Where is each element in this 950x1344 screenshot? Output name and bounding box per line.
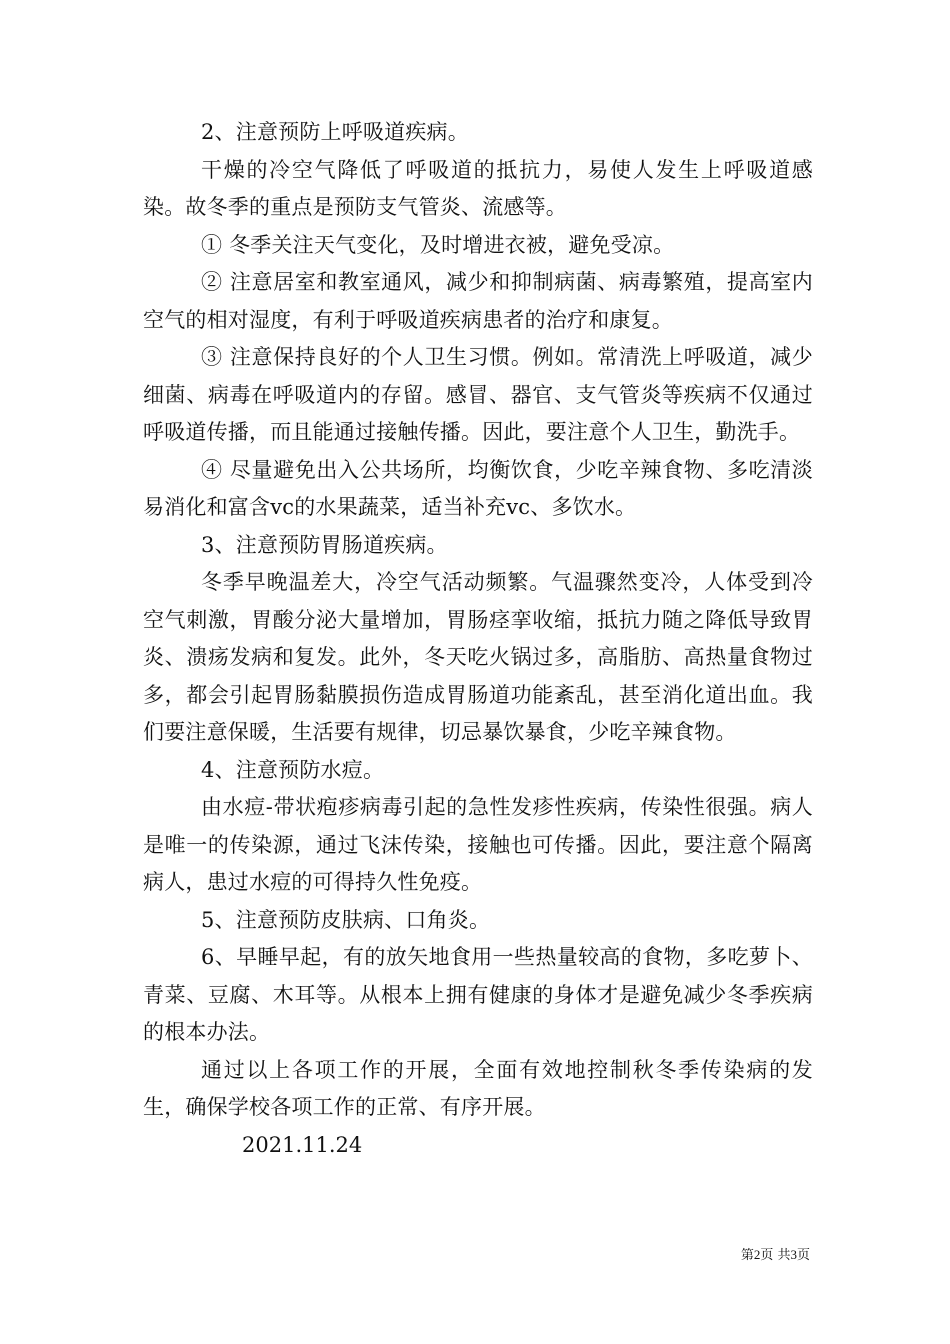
heading-respiratory: 2、注意预防上呼吸道疾病。 xyxy=(201,120,469,144)
paragraph-respiratory-intro: 干燥的冷空气降低了呼吸道的抵抗力，易使人发生上呼吸道感染。故冬季的重点是预防支气管炎、流感等。 xyxy=(143,157,813,219)
current-page-number: 2 xyxy=(753,1247,761,1262)
heading-chickenpox: 4、注意预防水痘。 xyxy=(201,757,385,782)
list-item-4: ④ 尽量避免出入公共场所，均衡饮食，少吃辛辣食物、多吃清淡易消化和富含vc的水果蔬菜，适当补充vc、多饮水。 xyxy=(143,457,813,519)
paragraph-gastro: 冬季早晚温差大，冷空气活动频繁。气温骤然变冷，人体受到冷空气刺激，胃酸分泌大量增加，胃肠痉挛收缩，抵抗力随之降低导致胃炎、溃疡发病和复发。此外，冬天吃火锅过多，高脂肪、高热量食物过多，都会引起胃肠黏膜损伤造成胃肠道功能紊乱，甚至消化道出血。我们要注意保暖，生活要有规律，切忌暴饮暴食，少吃辛辣食物。 xyxy=(143,570,813,744)
paragraph-chickenpox: 由水痘-带状疱疹病毒引起的急性发疹性疾病，传染性很强。病人是唯一的传染源，通过飞沫传染，接触也可传播。因此，要注意个隔离病人，患过水痘的可得持久性免疫。 xyxy=(143,795,813,894)
footer-middle: 页 共 xyxy=(760,1248,791,1263)
footer-prefix: 第 xyxy=(740,1248,754,1263)
heading-gastro: 3、注意预防胃肠道疾病。 xyxy=(201,532,448,557)
heading-skin: 5、注意预防皮肤病、口角炎。 xyxy=(201,907,491,932)
list-item-3: ③ 注意保持良好的个人卫生习惯。例如。常清洗上呼吸道，减少细菌、病毒在呼吸道内的存留。感冒、器官、支气管炎等疾病不仅通过呼吸道传播，而且能通过接触传播。因此，要注意个人卫生，勤洗手。 xyxy=(143,345,813,444)
total-pages-number: 3 xyxy=(790,1247,797,1262)
list-item-2: ② 注意居室和教室通风，减少和抑制病菌、病毒繁殖，提高室内空气的相对湿度，有利于呼吸道疾病患者的治疗和康复。 xyxy=(143,270,813,332)
list-item-1: ① 冬季关注天气变化，及时增进衣被，避免受凉。 xyxy=(201,232,675,257)
document-date: 2021.11.24 xyxy=(242,1132,363,1157)
document-body xyxy=(143,114,813,1164)
paragraph-conclusion: 通过以上各项工作的开展，全面有效地控制秋冬季传染病的发生，确保学校各项工作的正常、有序开展。 xyxy=(143,1057,813,1119)
footer-suffix: 页 xyxy=(796,1248,810,1263)
page-footer xyxy=(640,1246,810,1265)
paragraph-sleep: 6、早睡早起，有的放矢地食用一些热量较高的食物，多吃萝卜、青菜、豆腐、木耳等。从根本上拥有健康的身体才是避免减少冬季疾病的根本办法。 xyxy=(143,945,813,1044)
